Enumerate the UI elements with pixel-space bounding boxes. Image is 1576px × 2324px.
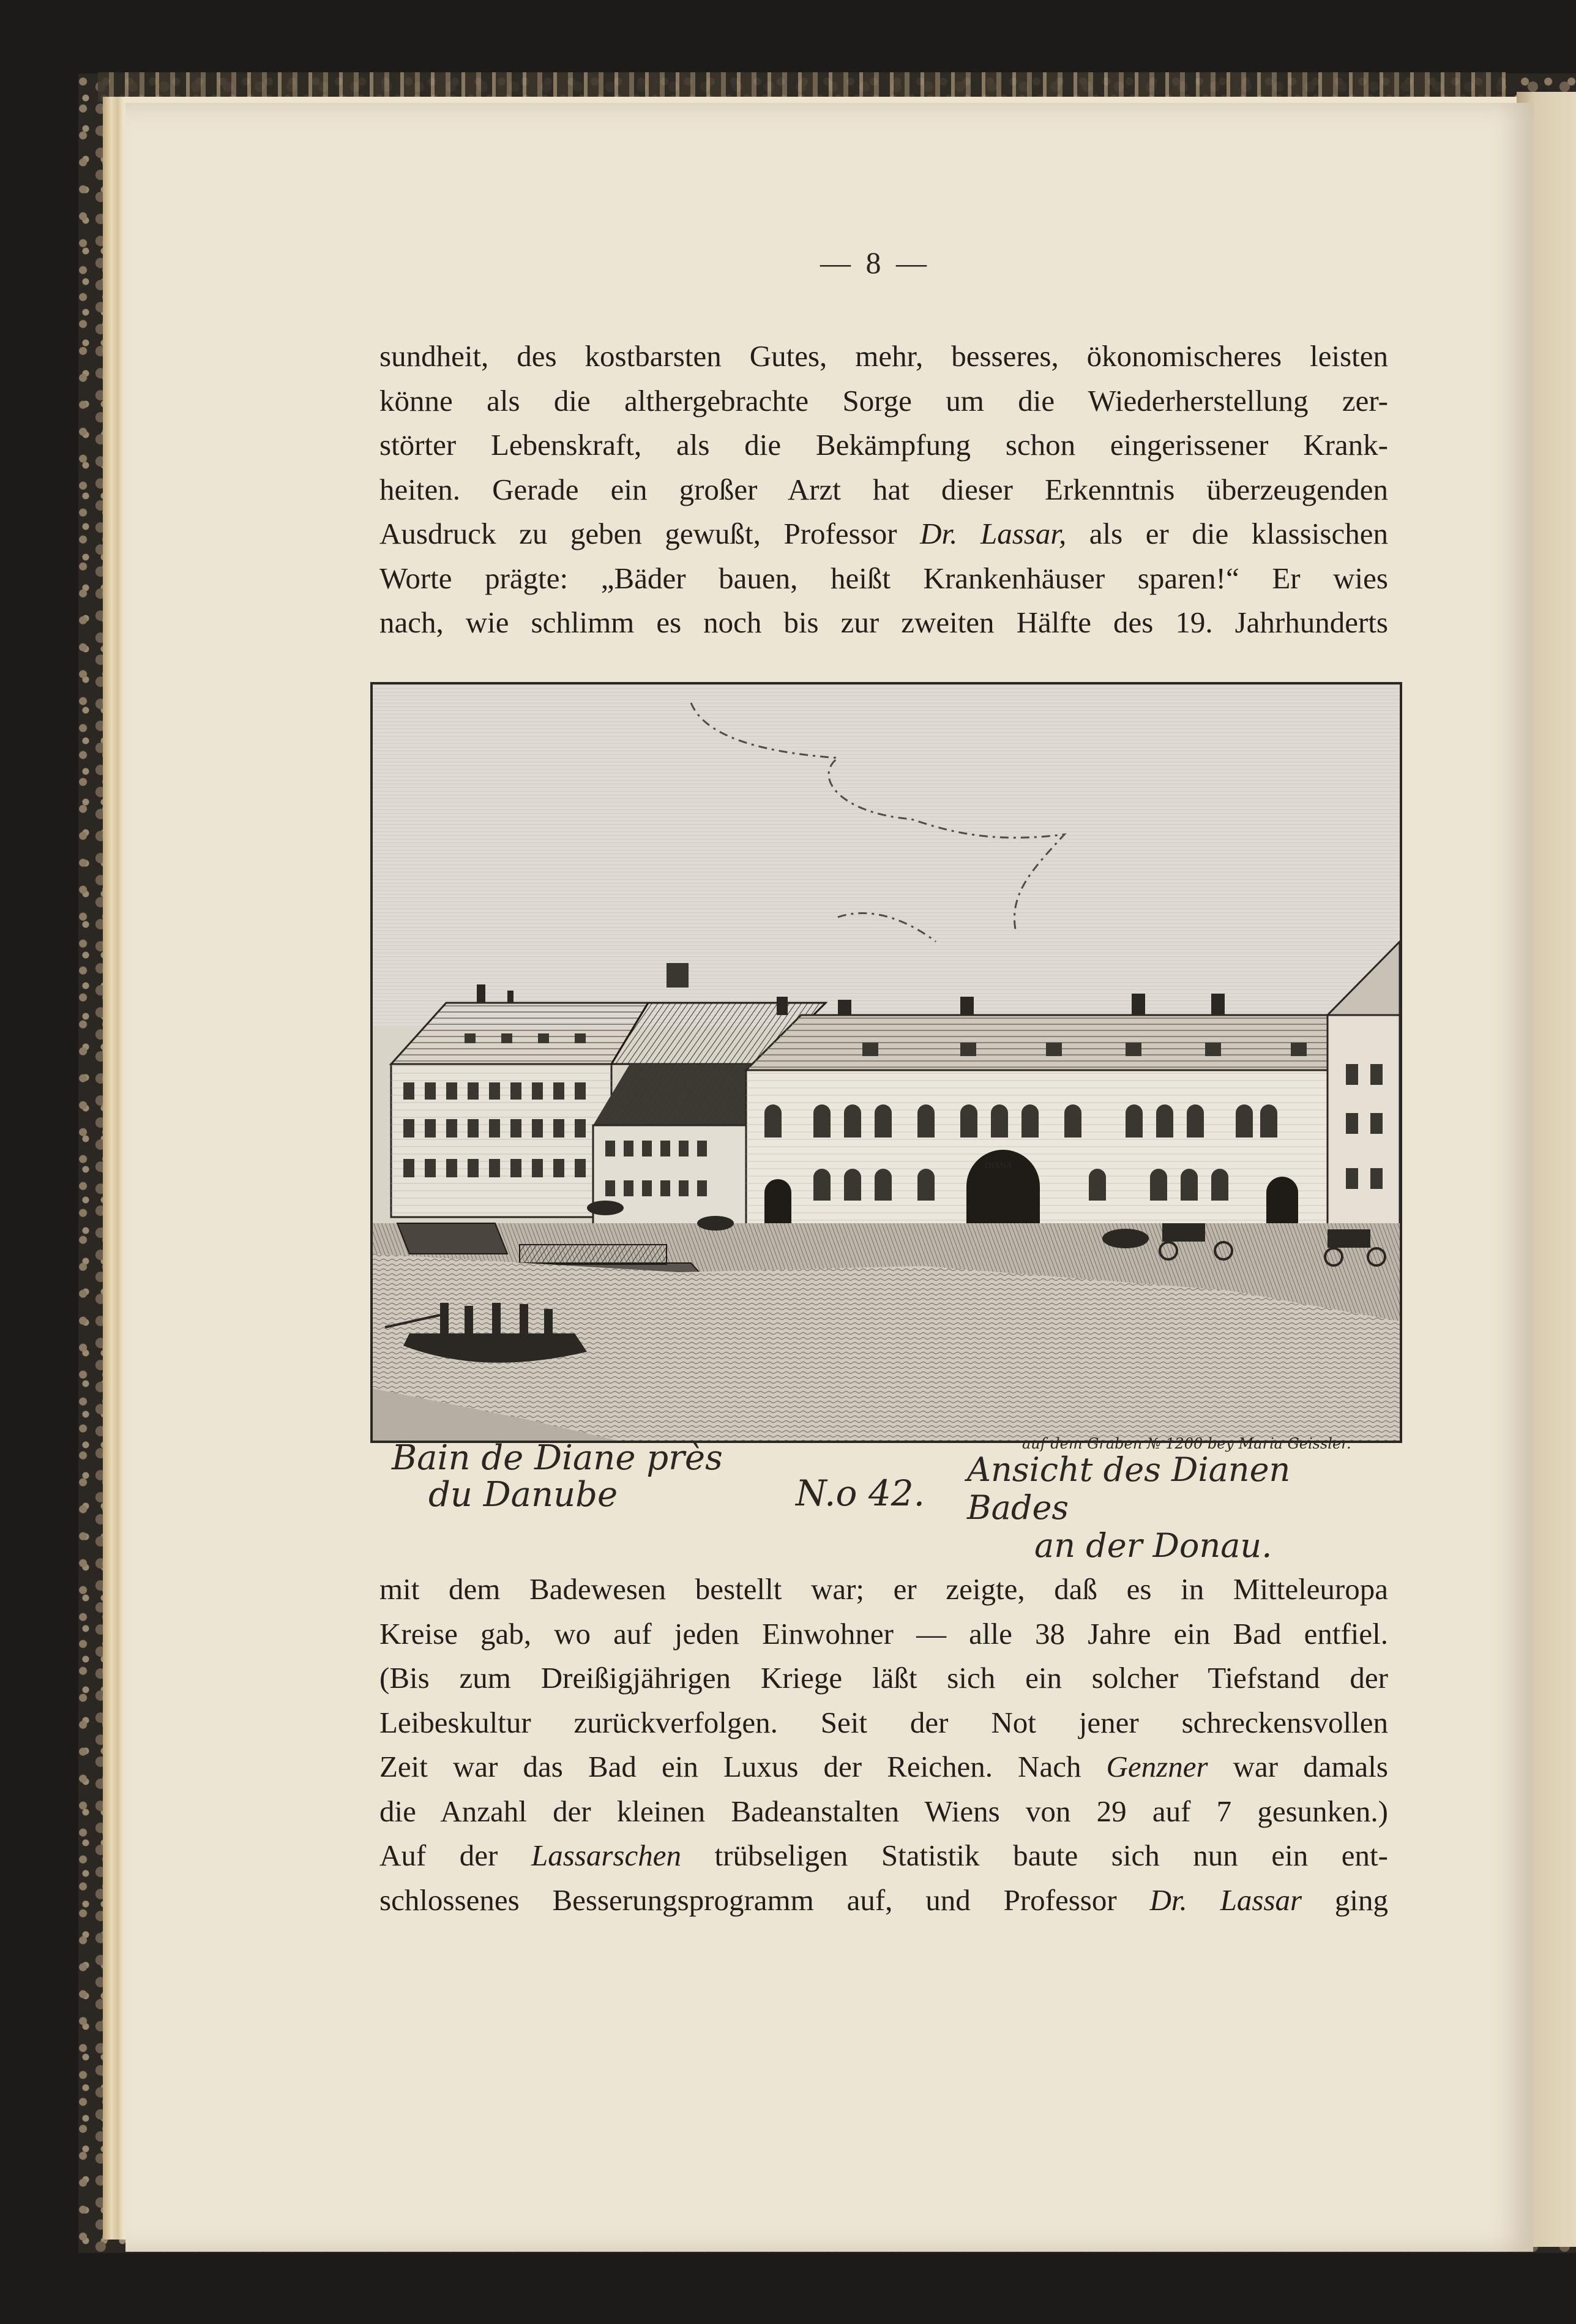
text-run: die Anzahl der kleinen Badeanstalten Wiens von 29 auf 7 gesunken.) xyxy=(379,1794,1388,1828)
text-run: trübseligen Statistik baute sich nun ein ent- xyxy=(681,1839,1388,1872)
text-run: Leibeskultur zurückverfolgen. Seit der Not jener schreckensvollen xyxy=(379,1705,1388,1739)
text-run: könne als die althergebrachte Sorge um die Wiederherstellung zer- xyxy=(379,383,1388,418)
paragraph-bottom xyxy=(379,1567,1388,1922)
caption-french-line2: du Danube xyxy=(428,1475,618,1515)
text-line xyxy=(379,1567,1388,1612)
caption-french-line1: Bain de Diane près xyxy=(392,1438,723,1478)
text-run: nach, wie schlimm es noch bis zur zweiten Hälfte des 19. Jahrhunderts xyxy=(379,605,1388,639)
text-run: als er die klassischen xyxy=(1066,517,1388,550)
text-line xyxy=(379,1745,1388,1790)
text-run: ging xyxy=(1302,1883,1388,1917)
page-number: — 8 — xyxy=(820,246,930,280)
text-line xyxy=(379,1656,1388,1701)
text-line xyxy=(379,1701,1388,1745)
text-line xyxy=(379,379,1388,424)
text-line xyxy=(379,601,1388,645)
text-run: schlossenes Besserungsprogramm auf, und Professor xyxy=(379,1883,1150,1917)
italic-name: Dr. Lassar xyxy=(1149,1883,1302,1917)
text-run: Zeit war das Bad ein Luxus der Reichen. Nach xyxy=(379,1750,1107,1783)
text-run: heiten. Gerade ein großer Arzt hat dieser Erkenntnis überzeugenden xyxy=(379,472,1388,506)
text-line xyxy=(379,557,1388,601)
caption-german xyxy=(967,1451,1395,1565)
building-sign: DIANA xyxy=(985,1161,1013,1171)
italic-name: Genzner xyxy=(1106,1750,1208,1783)
text-run: Auf der xyxy=(379,1839,531,1872)
text-run: Ausdruck zu geben gewußt, Professor xyxy=(379,517,921,550)
caption-french xyxy=(392,1440,771,1513)
paragraph-top xyxy=(379,334,1388,645)
text-line xyxy=(379,334,1388,379)
caption-number: N.o 42. xyxy=(796,1472,925,1514)
text-line xyxy=(379,1790,1388,1834)
text-run: (Bis zum Dreißigjährigen Kriege läßt sich ein solcher Tiefstand der xyxy=(379,1661,1388,1695)
text-line xyxy=(379,1878,1388,1923)
text-run: war damals xyxy=(1208,1750,1388,1783)
caption-german-line2: an der Donau. xyxy=(1034,1526,1272,1565)
text-run: Worte prägte: „Bäder bauen, heißt Krankenhäuser sparen!“ Er wies xyxy=(379,561,1388,595)
text-line xyxy=(379,468,1388,512)
text-line xyxy=(379,1834,1388,1878)
text-run: sundheit, des kostbarsten Gutes, mehr, besseres, ökonomischeres leisten xyxy=(379,339,1388,373)
text-line xyxy=(379,1612,1388,1657)
text-line xyxy=(379,512,1388,557)
caption-german-line1: Ansicht des Dianen Bades xyxy=(967,1450,1291,1527)
text-run: mit dem Badewesen bestellt war; er zeigte, daß es in Mitteleuropa xyxy=(379,1572,1388,1606)
text-run: Kreise gab, wo auf jeden Einwohner — alle 38 Jahre ein Bad entfiel. xyxy=(379,1616,1388,1651)
engraving-drawing xyxy=(373,684,1400,1441)
text-run: störter Lebenskraft, als die Bekämpfung schon eingerissener Krank- xyxy=(379,428,1388,462)
italic-name: Lassarschen xyxy=(531,1839,681,1872)
text-line xyxy=(379,423,1388,468)
caption-publisher: auf dem Graben № 1200 bey Maria Geissler. xyxy=(1022,1435,1351,1452)
engraving-illustration xyxy=(370,682,1402,1443)
italic-name: Dr. Lassar, xyxy=(920,517,1067,550)
